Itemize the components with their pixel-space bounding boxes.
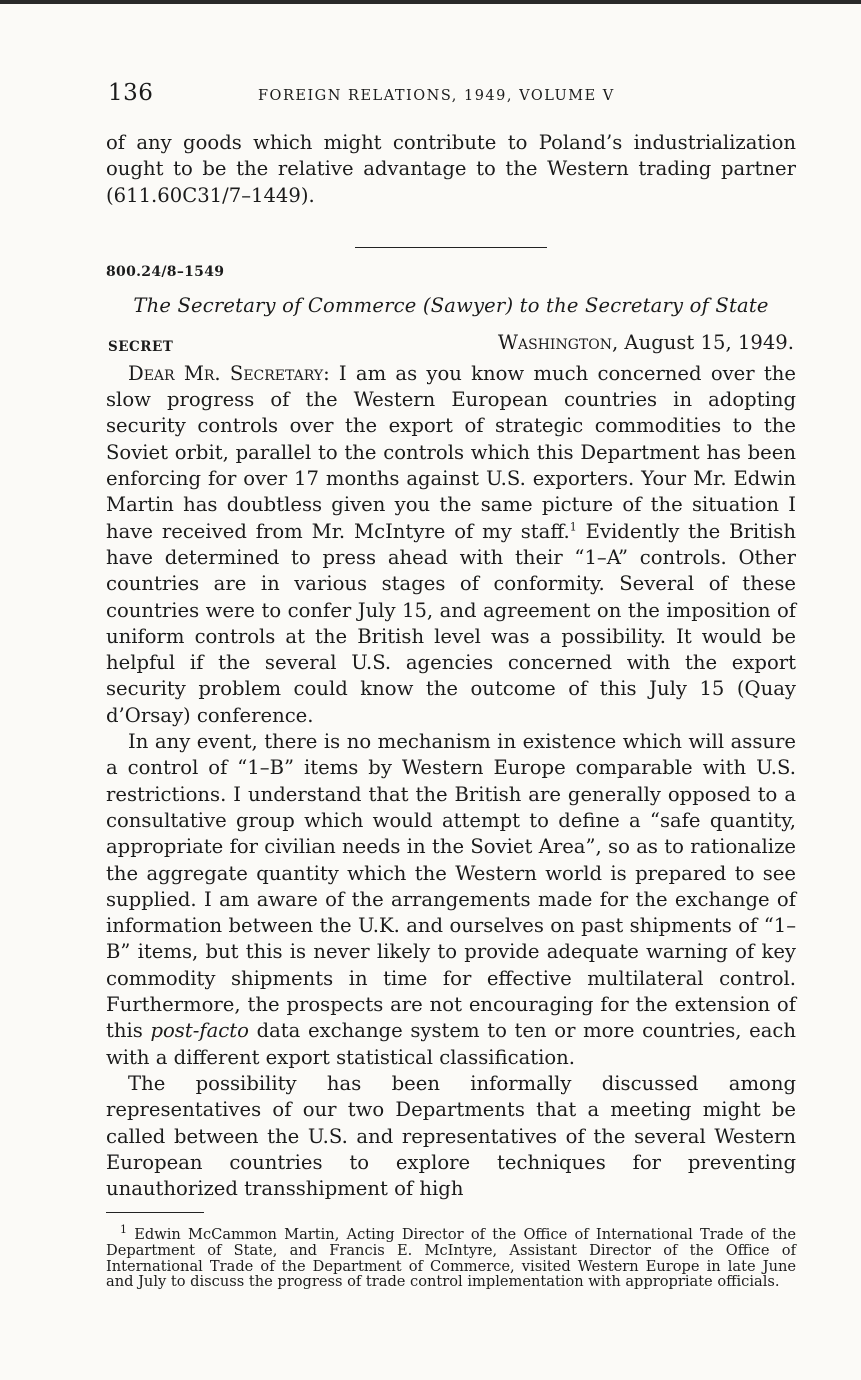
- dateline: [498, 331, 794, 354]
- document-page: [106, 80, 796, 1290]
- footnote: [106, 1223, 796, 1291]
- title-part-2: ) to the Secretary of State: [505, 293, 769, 317]
- footnote-marker: 1: [120, 1223, 127, 1237]
- paragraph-2-italic: post-facto: [150, 1019, 249, 1043]
- dateline-place: Washington: [497, 330, 612, 354]
- title-part-1: The Secretary of Commerce (: [133, 293, 431, 317]
- page-header: [106, 80, 796, 116]
- page-top-edge: [0, 0, 861, 4]
- page-number: 136: [108, 80, 154, 106]
- salutation: Dear Mr. Secretary: [128, 361, 324, 385]
- paragraph-1-text-a: : I am as you know much concerned over the slow progress of the Western European countries in adopting security controls over the export of strategic commodities to the Soviet orbit, parallel to the controls which this Department has been enforcing for over 17 months against U.S. exporters. Your Mr. Edwin Martin has doubtless given you the same picture of the situation I have received from Mr. McIntyre of my staff.: [106, 361, 796, 543]
- document-title: [106, 294, 796, 317]
- footnote-divider: [106, 1212, 204, 1213]
- section-divider: [355, 247, 547, 248]
- letter-paragraph-2: [106, 729, 796, 1071]
- title-name: Sawyer: [430, 293, 506, 317]
- file-number: 800.24/8–1549: [106, 263, 225, 280]
- letter-paragraph-1: [106, 361, 796, 729]
- dateline-row: [106, 331, 796, 361]
- footnote-reference: 1: [569, 520, 577, 534]
- running-head: FOREIGN RELATIONS, 1949, VOLUME V: [258, 88, 615, 104]
- lead-paragraph: of any goods which might contribute to Poland’s industrialization ought to be the relative advantage to the Western trading partner (611.60C31/7–1449).: [106, 131, 796, 207]
- footnote-text: Edwin McCammon Martin, Acting Director of the Office of International Trade of the Department of State, and Francis E. McIntyre, Assistant Director of the Office of International Trade of the Department of Commerce, visited Western Europe in late June and July to discuss the progress of trade control implementation with appropriate officials.: [106, 1226, 796, 1291]
- paragraph-2-text-b: data exchange system to ten or more countries, each with a different export statistical classification.: [106, 1019, 796, 1069]
- paragraph-2-text-a: In any event, there is no mechanism in existence which will assure a control of “1–B” items by Western Europe comparable with U.S. restrictions. I understand that the British are generally opposed to a consultative group which would attempt to define a “safe quantity, appropriate for civilian needs in the Soviet Area”, so as to rationalize the aggregate quantity which the Western world is prepared to see supplied. I am aware of the arrangements made for the exchange of information between the U.K. and ourselves on past shipments of “1–B” items, but this is never likely to provide adequate warning of key commodity shipments in time for effective multilateral control. Furthermore, the prospects are not encouraging for the extension of this: [106, 730, 796, 1043]
- letter-body: [106, 361, 796, 1203]
- dateline-date: , August 15, 1949.: [611, 330, 794, 354]
- classification-label: SECRET: [108, 338, 174, 355]
- letter-paragraph-3: The possibility has been informally discussed among representatives of our two Departments that a meeting might be called between the U.S. and representatives of the several Western European countries to explore techniques for preventing unauthorized transshipment of high: [106, 1071, 796, 1201]
- paragraph-1-text-b: Evidently the British have determined to press ahead with their “1–A” controls. Other countries are in various stages of conformity. Several of these countries were to confer July 15, and agreement on the imposition of uniform controls at the British level was a possibility. It would be helpful if the several U.S. agencies concerned with the export security problem could know the outcome of this July 15 (Quay d’Orsay) conference.: [106, 519, 796, 727]
- continued-paragraph: [106, 130, 796, 209]
